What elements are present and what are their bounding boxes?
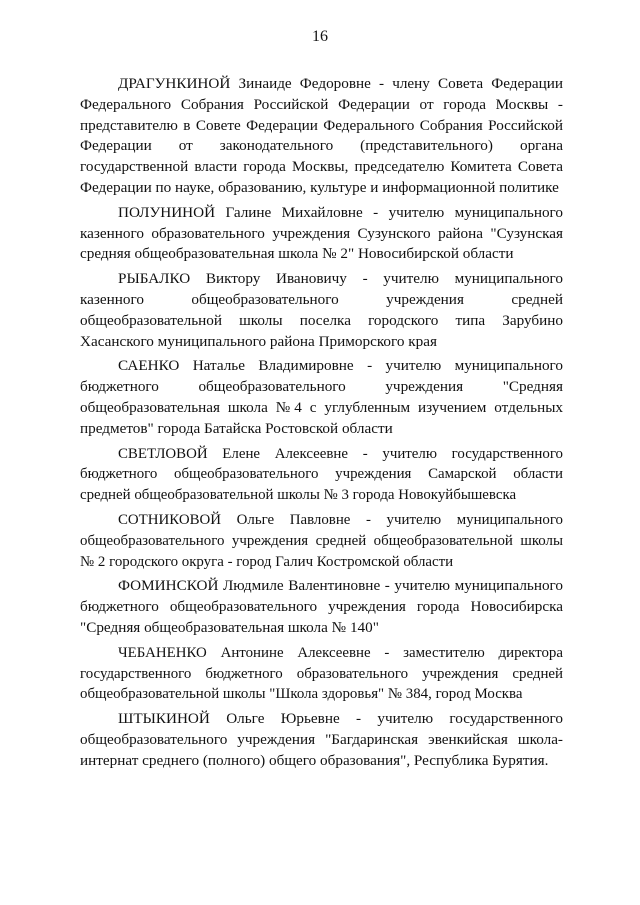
list-item: ШТЫКИНОЙ Ольге Юрьевне - учителю государственного общеобразовательного учреждения "Багдаринская эвенкийская школа-интернат среднего (полного) общего образования", Республика Бурятия. — [80, 710, 563, 769]
list-item: ДРАГУНКИНОЙ Зинаиде Федоровне - члену Совета Федерации Федерального Собрания Российской Федерации от города Москвы - представителю в Совете Федерации Федерального Собрания Российской Федерации от законодательного (представительного) органа государственной власти города Москвы, председателю Комитета Совета Федерации по науке, образованию, культуре и информационной политике — [80, 75, 563, 196]
page-number: 16 — [312, 28, 328, 45]
list-item: САЕНКО Наталье Владимировне - учителю муниципального бюджетного общеобразовательного учреждения "Средняя общеобразовательная школа №4 с углубленным изучением отдельных предметов" города Батайска Ростовской области — [80, 357, 563, 437]
list-item: ФОМИНСКОЙ Людмиле Валентиновне - учителю муниципального бюджетного общеобразовательного учреждения города Новосибирска "Средняя общеобразовательная школа № 140" — [80, 577, 563, 636]
list-item: СВЕТЛОВОЙ Елене Алексеевне - учителю государственного бюджетного общеобразовательного учреждения Самарской области средней общеобразовательной школы № 3 города Новокуйбышевска — [80, 445, 563, 504]
list-item: ЧЕБАНЕНКО Антонине Алексеевне - заместителю директора государственного бюджетного образовательного учреждения средней общеобразовательной школы "Школа здоровья" № 384, город Москва — [80, 644, 563, 703]
list-item: СОТНИКОВОЙ Ольге Павловне - учителю муниципального общеобразовательного учреждения средней общеобразовательной школы № 2 городского округа - город Галич Костромской области — [80, 511, 563, 570]
list-item: РЫБАЛКО Виктору Ивановичу - учителю муниципального казенного общеобразовательного учреждения средней общеобразовательной школы поселка городского типа Зарубино Хасанского муниципального района Приморского края — [80, 270, 563, 350]
list-item: ПОЛУНИНОЙ Галине Михайловне - учителю муниципального казенного образовательного учреждения Сузунского района "Сузунская средняя общеобразовательная школа № 2" Новосибирской области — [80, 203, 563, 263]
award-list — [80, 74, 563, 776]
